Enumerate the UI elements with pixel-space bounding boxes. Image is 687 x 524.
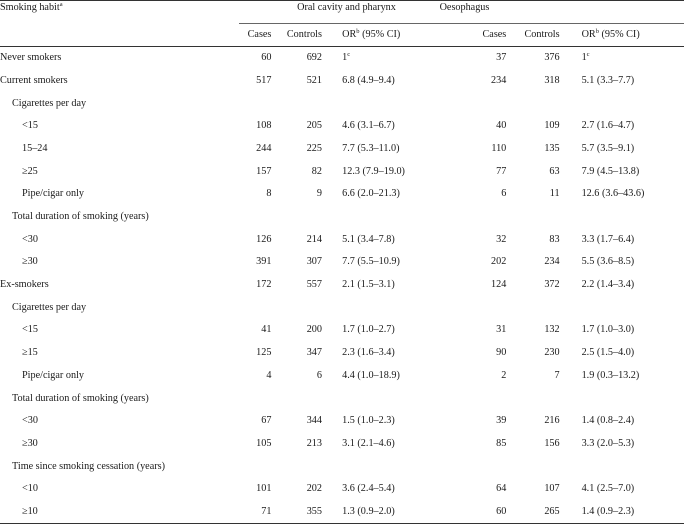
cell-cases-oral <box>239 92 271 115</box>
gap <box>560 365 582 388</box>
row-label: Total duration of smoking (years) <box>12 392 149 404</box>
row-label: Ex-smokers <box>0 279 49 291</box>
table-header-columns <box>0 24 684 47</box>
row-label: ≥10 <box>0 501 239 524</box>
cell-or-oral: 7.7 (5.5–10.9) <box>342 256 400 268</box>
cell-or-oral <box>342 206 475 229</box>
row-label: ≥30 <box>22 437 38 449</box>
table-row <box>0 297 684 320</box>
gap <box>322 478 342 501</box>
cell-or-oesophagus: 1.4 (0.8–2.4) <box>581 415 635 427</box>
cell-controls-oesophagus: 230 <box>544 347 560 359</box>
cell-or-oral: 2.1 (1.5–3.1) <box>342 279 395 291</box>
cell-or-oesophagus <box>582 455 684 478</box>
cell-or-oesophagus: 12.6 (3.6–43.6) <box>581 188 645 200</box>
cell-or-oesophagus: 5.7 (3.5–9.1) <box>581 142 635 154</box>
cell-controls-oral: 9 <box>316 188 322 200</box>
row-label: <15 <box>22 324 38 336</box>
cell-cases-oral: 157 <box>256 165 272 177</box>
cell-or-oral: 6.8 (4.9–9.4) <box>342 74 395 86</box>
gap <box>322 410 342 433</box>
cell-controls-oesophagus: 318 <box>544 74 560 86</box>
gap <box>560 274 582 297</box>
table-row <box>0 206 684 229</box>
table-row <box>0 160 684 183</box>
row-label: ≥15 <box>22 347 38 359</box>
cell-cases-oral: 517 <box>256 74 272 86</box>
gap <box>560 70 582 93</box>
cell-cases-oesophagus <box>475 206 506 229</box>
cell-controls-oesophagus: 63 <box>549 165 560 177</box>
row-label: Pipe/cigar only <box>22 369 84 381</box>
cell-or-oral: 6.6 (2.0–21.3) <box>342 188 400 200</box>
cell-or-oral: 1$^c$ <box>342 51 351 64</box>
table-row <box>0 455 684 478</box>
table-row <box>0 319 684 342</box>
header-group-oral: Oral cavity and pharynx <box>297 1 430 24</box>
cell-controls-oral: 521 <box>306 74 322 86</box>
row-label: Total duration of smoking (years) <box>12 211 149 223</box>
cell-cases-oral <box>239 455 271 478</box>
cell-or-oral <box>342 92 475 115</box>
gap <box>322 160 342 183</box>
gap <box>322 501 342 524</box>
cell-cases-oral: 126 <box>256 233 272 245</box>
cell-controls-oral <box>271 387 322 410</box>
cell-controls-oesophagus <box>506 455 559 478</box>
cell-cases-oesophagus: 2 <box>501 369 507 381</box>
gap <box>560 433 582 456</box>
row-label: Cigarettes per day <box>12 301 87 313</box>
cell-or-oesophagus: 4.1 (2.5–7.0) <box>581 483 635 495</box>
cell-controls-oral: 225 <box>306 142 322 154</box>
cell-controls-oral: 214 <box>306 233 322 245</box>
row-label: <30 <box>22 415 38 427</box>
table-row <box>0 92 684 115</box>
cell-or-oral: 7.7 (5.3–11.0) <box>342 142 400 154</box>
table-body <box>0 47 684 524</box>
cell-cases-oesophagus: 124 <box>491 279 507 291</box>
gap <box>322 92 342 115</box>
gap <box>322 47 342 70</box>
table-row <box>0 387 684 410</box>
gap <box>560 47 582 70</box>
cell-controls-oesophagus: 372 <box>544 279 560 291</box>
cell-cases-oral: 4 <box>266 369 272 381</box>
header-controls-2: Controls <box>506 24 559 47</box>
cell-or-oral: 1.3 (0.9–2.0) <box>342 501 475 524</box>
cell-cases-oesophagus: 110 <box>491 142 507 154</box>
cell-controls-oesophagus <box>506 92 559 115</box>
cell-or-oesophagus: 5.5 (3.6–8.5) <box>581 256 635 268</box>
cell-cases-oral: 105 <box>256 437 272 449</box>
gap <box>322 206 342 229</box>
cell-cases-oesophagus <box>475 92 506 115</box>
header-cases-2: Cases <box>475 24 506 47</box>
cell-or-oesophagus: 2.7 (1.6–4.7) <box>581 120 635 132</box>
gap <box>560 455 582 478</box>
cell-cases-oral: 41 <box>261 324 272 336</box>
cell-controls-oesophagus: 216 <box>544 415 560 427</box>
table-row <box>0 274 684 297</box>
cell-or-oesophagus: 7.9 (4.5–13.8) <box>581 165 640 177</box>
cell-or-oral: 1.7 (1.0–2.7) <box>342 324 395 336</box>
cell-or-oral <box>342 387 475 410</box>
gap <box>322 387 342 410</box>
cell-or-oesophagus: 1.7 (1.0–3.0) <box>581 324 635 336</box>
header-or-2: $OR^b$ (95% CI) <box>582 24 684 47</box>
cell-cases-oesophagus: 85 <box>496 437 507 449</box>
gap <box>322 229 342 252</box>
cell-cases-oesophagus <box>475 297 506 320</box>
cell-controls-oesophagus <box>506 387 559 410</box>
gap <box>560 319 582 342</box>
cell-cases-oesophagus: 32 <box>496 233 507 245</box>
cell-or-oral: 12.3 (7.9–19.0) <box>342 165 405 177</box>
cell-controls-oral: 692 <box>306 52 322 64</box>
cell-cases-oral: 71 <box>239 501 271 524</box>
gap <box>322 433 342 456</box>
cell-controls-oral: 205 <box>306 120 322 132</box>
table-row <box>0 365 684 388</box>
cell-cases-oesophagus: 77 <box>496 165 507 177</box>
table-row <box>0 229 684 252</box>
cell-controls-oral: 200 <box>306 324 322 336</box>
gap <box>560 183 582 206</box>
table-row <box>0 342 684 365</box>
header-group-oesophagus: Oesophagus <box>440 1 542 24</box>
table-row <box>0 115 684 138</box>
cell-or-oesophagus: 1$^c$ <box>581 51 590 64</box>
cell-controls-oesophagus: 132 <box>544 324 560 336</box>
row-label: 15–24 <box>22 142 48 154</box>
gap <box>322 297 342 320</box>
gap <box>322 138 342 161</box>
gap <box>560 501 582 524</box>
cell-controls-oral <box>271 206 322 229</box>
cell-or-oesophagus <box>582 387 684 410</box>
table-row <box>0 501 684 524</box>
row-label: <15 <box>22 120 38 132</box>
cell-controls-oesophagus: 234 <box>544 256 560 268</box>
header-cases-1: Cases <box>239 24 271 47</box>
gap <box>560 387 582 410</box>
cell-or-oesophagus: 3.3 (1.7–6.4) <box>581 233 635 245</box>
cell-controls-oesophagus: 7 <box>554 369 560 381</box>
cell-controls-oesophagus: 11 <box>549 188 560 200</box>
table-row <box>0 138 684 161</box>
gap <box>560 478 582 501</box>
cell-controls-oesophagus: 376 <box>544 52 560 64</box>
cell-controls-oral <box>271 455 322 478</box>
cell-or-oesophagus: 1.9 (0.3–13.2) <box>581 369 640 381</box>
cell-cases-oral: 101 <box>256 483 272 495</box>
cell-or-oesophagus: 2.2 (1.4–3.4) <box>581 279 635 291</box>
row-label: Never smokers <box>0 52 62 64</box>
cell-or-oral: 4.6 (3.1–6.7) <box>342 120 395 132</box>
cell-controls-oral <box>271 92 322 115</box>
cell-cases-oral: 60 <box>261 52 272 64</box>
cell-cases-oesophagus: 40 <box>496 120 507 132</box>
gap <box>322 115 342 138</box>
row-label: Current smokers <box>0 74 68 86</box>
gap <box>560 92 582 115</box>
cell-or-oral: 5.1 (3.4–7.8) <box>342 233 395 245</box>
cell-cases-oesophagus: 202 <box>491 256 507 268</box>
cell-controls-oral: 344 <box>306 415 322 427</box>
cell-cases-oesophagus: 6 <box>501 188 507 200</box>
gap <box>322 183 342 206</box>
cell-controls-oesophagus: 265 <box>506 501 559 524</box>
cell-cases-oesophagus <box>475 387 506 410</box>
cell-controls-oral: 213 <box>306 437 322 449</box>
cell-or-oesophagus <box>582 206 684 229</box>
row-label: <30 <box>22 233 38 245</box>
cell-or-oesophagus: 3.3 (2.0–5.3) <box>581 437 635 449</box>
cell-controls-oesophagus <box>506 297 559 320</box>
gap <box>560 160 582 183</box>
cell-or-oral <box>342 297 475 320</box>
cell-cases-oesophagus: 234 <box>491 74 507 86</box>
header-controls-1: Controls <box>271 24 322 47</box>
cell-controls-oesophagus: 156 <box>544 437 560 449</box>
cell-controls-oesophagus: 109 <box>544 120 560 132</box>
gap <box>560 115 582 138</box>
cell-or-oral: 2.3 (1.6–3.4) <box>342 347 395 359</box>
cell-or-oesophagus <box>582 297 684 320</box>
row-label: <10 <box>22 483 38 495</box>
cell-controls-oesophagus: 135 <box>544 142 560 154</box>
table-row <box>0 183 684 206</box>
cell-cases-oral: 172 <box>256 279 272 291</box>
cell-cases-oral: 108 <box>256 120 272 132</box>
gap <box>560 229 582 252</box>
cell-controls-oral: 557 <box>306 279 322 291</box>
table-row <box>0 251 684 274</box>
cell-or-oesophagus: 1.4 (0.9–2.3) <box>582 501 684 524</box>
cell-cases-oral: 8 <box>266 188 272 200</box>
cell-cases-oesophagus: 64 <box>496 483 507 495</box>
cell-cases-oesophagus: 39 <box>496 415 507 427</box>
header-or-1: $OR^b$ (95% CI) <box>342 24 475 47</box>
cell-cases-oral <box>239 387 271 410</box>
cell-cases-oral: 244 <box>256 142 272 154</box>
cell-controls-oral: 347 <box>306 347 322 359</box>
cell-or-oral: 3.1 (2.1–4.6) <box>342 437 395 449</box>
table-row <box>0 70 684 93</box>
gap <box>560 138 582 161</box>
gap <box>322 365 342 388</box>
gap <box>322 319 342 342</box>
gap <box>322 455 342 478</box>
cell-cases-oesophagus: 90 <box>496 347 507 359</box>
cell-or-oral <box>342 455 475 478</box>
cell-controls-oral <box>271 297 322 320</box>
cell-controls-oral: 82 <box>311 165 322 177</box>
row-label: Time since smoking cessation (years) <box>12 460 165 472</box>
gap <box>322 342 342 365</box>
table-header-groups <box>0 1 684 24</box>
cell-cases-oral <box>239 206 271 229</box>
cell-cases-oral: 67 <box>261 415 272 427</box>
cell-controls-oesophagus <box>506 206 559 229</box>
cell-controls-oral: 307 <box>306 256 322 268</box>
cell-controls-oral: 355 <box>271 501 322 524</box>
cell-or-oral: 3.6 (2.4–5.4) <box>342 483 395 495</box>
row-label: ≥30 <box>22 256 38 268</box>
row-label: Pipe/cigar only <box>22 188 84 200</box>
table-row <box>0 433 684 456</box>
cell-controls-oesophagus: 107 <box>544 483 560 495</box>
cell-or-oesophagus: 2.5 (1.5–4.0) <box>581 347 635 359</box>
cell-controls-oral: 6 <box>316 369 322 381</box>
cell-cases-oesophagus: 37 <box>496 52 507 64</box>
cell-cases-oral: 391 <box>256 256 272 268</box>
gap <box>560 251 582 274</box>
gap <box>560 297 582 320</box>
cell-cases-oral <box>239 297 271 320</box>
gap <box>322 70 342 93</box>
table-row <box>0 410 684 433</box>
gap <box>560 410 582 433</box>
gap <box>560 342 582 365</box>
cell-cases-oesophagus: 31 <box>496 324 507 336</box>
cell-or-oesophagus <box>582 92 684 115</box>
header-habit: Smoking habit$^a$ <box>0 1 239 24</box>
table-row <box>0 47 684 70</box>
cell-or-oesophagus: 5.1 (3.3–7.7) <box>581 74 635 86</box>
cell-cases-oesophagus: 60 <box>475 501 506 524</box>
table-row <box>0 478 684 501</box>
cell-cases-oral: 125 <box>256 347 272 359</box>
cell-cases-oesophagus <box>475 455 506 478</box>
cell-or-oral: 4.4 (1.0–18.9) <box>342 369 400 381</box>
gap <box>560 206 582 229</box>
row-label: Cigarettes per day <box>12 97 87 109</box>
gap <box>322 251 342 274</box>
cell-controls-oesophagus: 83 <box>549 233 560 245</box>
gap <box>322 274 342 297</box>
row-label: ≥25 <box>22 165 38 177</box>
cell-or-oral: 1.5 (1.0–2.3) <box>342 415 395 427</box>
cell-controls-oral: 202 <box>306 483 322 495</box>
